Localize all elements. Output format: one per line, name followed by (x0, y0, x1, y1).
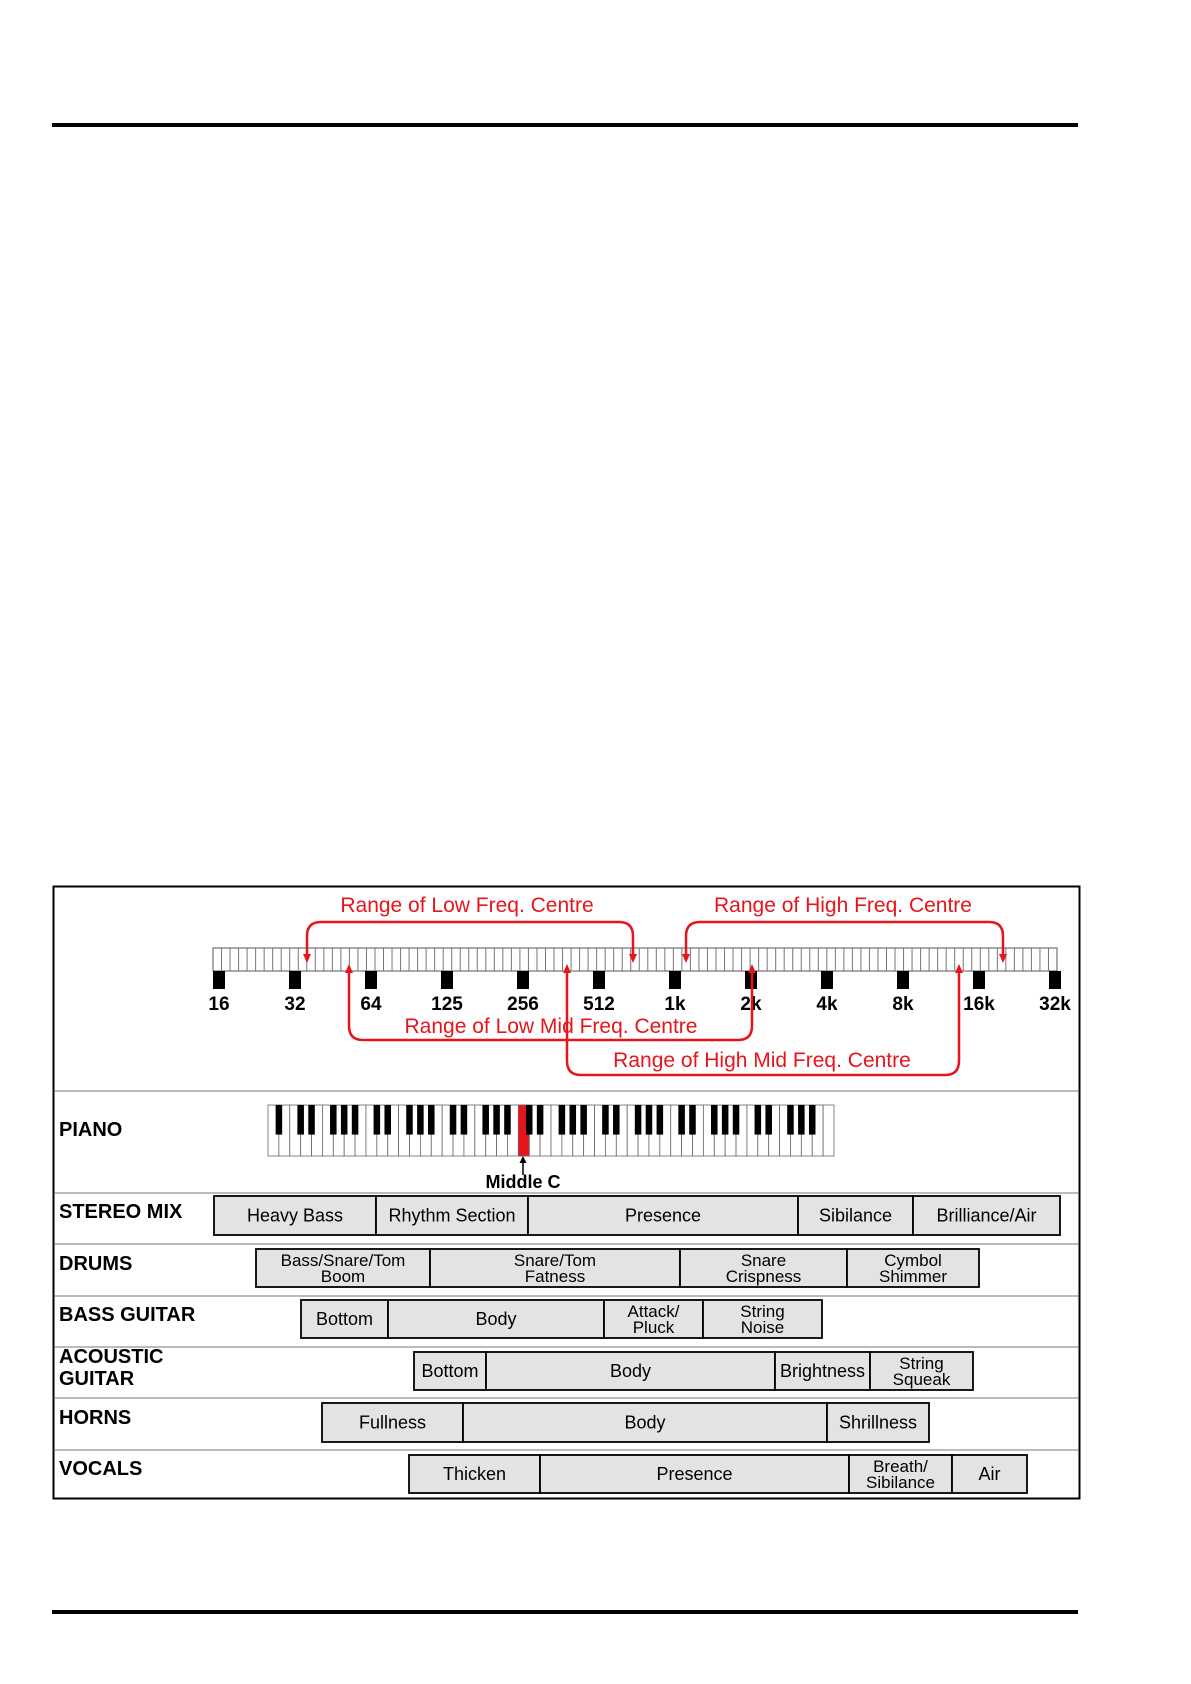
frequency-band-label: Body (624, 1412, 666, 1433)
piano-black-key (493, 1105, 500, 1135)
frequency-band (798, 1196, 913, 1235)
frequency-band (256, 1249, 430, 1287)
frequency-band-label: Air (978, 1464, 1001, 1484)
piano-black-key (809, 1105, 816, 1135)
frequency-band (540, 1455, 849, 1493)
frequency-tick-label: 1k (664, 994, 686, 1015)
frequency-band-label: Snare (740, 1251, 787, 1270)
range-low-freq-label: Range of Low Freq. Centre (340, 894, 594, 917)
piano-label: PIANO (59, 1119, 123, 1141)
octave-marker (213, 971, 225, 989)
piano-black-key (613, 1105, 620, 1135)
frequency-band-label: Body (609, 1361, 652, 1381)
octave-marker (1049, 971, 1061, 989)
piano-black-key (787, 1105, 794, 1135)
piano-black-key (428, 1105, 435, 1135)
piano-black-key (276, 1105, 283, 1135)
octave-marker (289, 971, 301, 989)
frequency-tick-label: 64 (360, 994, 382, 1015)
piano-black-key (374, 1105, 381, 1135)
frequency-band (870, 1352, 973, 1390)
instrument-label: VOCALS (59, 1458, 143, 1480)
range-low-mid-freq-label: Range of Low Mid Freq. Centre (404, 1015, 698, 1038)
frequency-band-label: String (899, 1354, 944, 1373)
frequency-band-label: Thicken (442, 1464, 507, 1484)
piano-keyboard (268, 1105, 834, 1156)
frequency-band (376, 1196, 528, 1235)
frequency-tick-label: 16k (963, 994, 995, 1015)
piano-black-key (798, 1105, 805, 1135)
frequency-band-label: Shimmer (878, 1267, 948, 1286)
frequency-band (409, 1455, 540, 1493)
piano-black-key (755, 1105, 762, 1135)
frequency-tick-label: 8k (892, 994, 914, 1015)
octave-marker (669, 971, 681, 989)
range-high-freq-label: Range of High Freq. Centre (714, 894, 972, 917)
octave-marker (973, 971, 985, 989)
piano-black-key (570, 1105, 577, 1135)
frequency-band-label: Noise (740, 1318, 785, 1337)
piano-black-key (559, 1105, 566, 1135)
frequency-band (388, 1300, 604, 1338)
frequency-band-label: Breath/ (873, 1457, 928, 1476)
frequency-band-label: Rhythm Section (388, 1205, 516, 1226)
piano-black-key (646, 1105, 653, 1135)
piano-black-key (602, 1105, 609, 1135)
frequency-band-label: Fatness (524, 1267, 586, 1286)
frequency-band-label: String (740, 1302, 785, 1321)
piano-black-key (657, 1105, 664, 1135)
instrument-label: ACOUSTIC (59, 1346, 164, 1368)
frequency-band-label: Presence (624, 1205, 702, 1226)
piano-black-key (733, 1105, 740, 1135)
frequency-band (486, 1352, 775, 1390)
frequency-band (703, 1300, 822, 1338)
piano-black-key (765, 1105, 772, 1135)
frequency-band-label: Bottom (421, 1361, 479, 1381)
frequency-tick-label: 32k (1039, 994, 1071, 1015)
piano-black-key (482, 1105, 489, 1135)
piano-black-key (461, 1105, 468, 1135)
frequency-band-label: Heavy Bass (246, 1205, 344, 1226)
piano-black-key (406, 1105, 413, 1135)
frequency-band (680, 1249, 847, 1287)
piano-black-key (384, 1105, 391, 1135)
frequency-band (214, 1196, 376, 1235)
instrument-label: STEREO MIX (59, 1201, 183, 1223)
frequency-band-label: Sibilance (818, 1205, 893, 1226)
piano-black-key (711, 1105, 718, 1135)
frequency-band (952, 1455, 1027, 1493)
frequency-tick-label: 4k (816, 994, 838, 1015)
frequency-band (301, 1300, 388, 1338)
frequency-tick-label: 16 (208, 994, 230, 1015)
piano-black-key (526, 1105, 533, 1135)
frequency-tick-label: 256 (507, 994, 539, 1015)
frequency-band-label: Boom (320, 1267, 366, 1286)
frequency-band-label: Bass/Snare/Tom (280, 1251, 406, 1270)
piano-black-key (297, 1105, 304, 1135)
frequency-band-label: Crispness (725, 1267, 802, 1286)
frequency-band-label: Pluck (632, 1318, 675, 1337)
instrument-label: DRUMS (59, 1253, 133, 1275)
piano-black-key (537, 1105, 544, 1135)
instrument-label: GUITAR (59, 1368, 135, 1390)
octave-marker (821, 971, 833, 989)
frequency-band (430, 1249, 680, 1287)
frequency-band (322, 1403, 463, 1442)
instrument-label: BASS GUITAR (59, 1304, 196, 1326)
piano-white-key (823, 1105, 834, 1156)
octave-marker (441, 971, 453, 989)
octave-marker (897, 971, 909, 989)
frequency-band-label: Sibilance (866, 1473, 935, 1492)
frequency-band-label: Brilliance/Air (936, 1205, 1037, 1226)
middle-c-label: Middle C (485, 1172, 561, 1192)
piano-black-key (689, 1105, 696, 1135)
piano-black-key (580, 1105, 587, 1135)
piano-black-key (308, 1105, 315, 1135)
frequency-band-label: Presence (656, 1464, 733, 1484)
frequency-tick-label: 125 (431, 994, 463, 1015)
piano-black-key (635, 1105, 642, 1135)
frequency-band (847, 1249, 979, 1287)
octave-marker (365, 971, 377, 989)
frequency-tick-label: 32 (284, 994, 306, 1015)
frequency-band (775, 1352, 870, 1390)
piano-black-key (352, 1105, 359, 1135)
frequency-band (849, 1455, 952, 1493)
instrument-label: HORNS (59, 1407, 132, 1429)
piano-black-key (504, 1105, 511, 1135)
frequency-band (414, 1352, 486, 1390)
frequency-band (913, 1196, 1060, 1235)
range-high-mid-freq-label: Range of High Mid Freq. Centre (613, 1049, 911, 1072)
frequency-band (604, 1300, 703, 1338)
frequency-band-label: Snare/Tom (513, 1251, 597, 1270)
piano-black-key (341, 1105, 348, 1135)
frequency-band-label: Cymbol (884, 1251, 942, 1270)
frequency-band (827, 1403, 929, 1442)
frequency-tick-label: 512 (583, 994, 615, 1015)
ruler-bar (213, 948, 1057, 971)
frequency-band-label: Squeak (892, 1370, 951, 1389)
piano-black-key (678, 1105, 685, 1135)
frequency-tick-label: 2k (740, 994, 762, 1015)
frequency-band-label: Fullness (358, 1412, 427, 1433)
piano-black-key (722, 1105, 729, 1135)
octave-marker (517, 971, 529, 989)
piano-black-key (417, 1105, 424, 1135)
frequency-band (528, 1196, 798, 1235)
piano-black-key (450, 1105, 457, 1135)
piano-black-key (330, 1105, 337, 1135)
frequency-band-label: Bottom (315, 1309, 374, 1329)
frequency-band-label: Attack/ (627, 1302, 680, 1321)
frequency-band (463, 1403, 827, 1442)
frequency-band-label: Shrillness (838, 1412, 918, 1433)
frequency-band-label: Brightness (779, 1361, 866, 1381)
octave-marker (593, 971, 605, 989)
frequency-band-label: Body (475, 1309, 517, 1329)
